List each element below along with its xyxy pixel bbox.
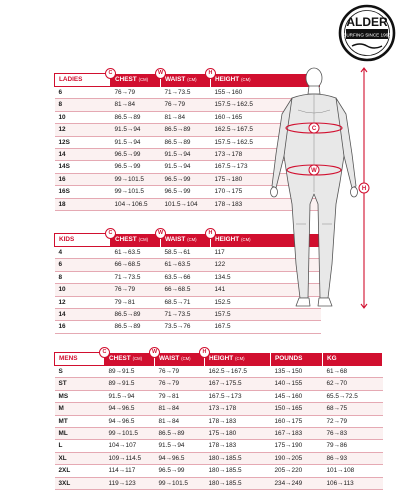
value-cell: 61→68 bbox=[323, 366, 383, 378]
waist-badge: W bbox=[155, 68, 166, 79]
value-cell: 91.5→94 bbox=[105, 390, 155, 402]
value-cell: 96.5→99 bbox=[111, 149, 161, 161]
table-row bbox=[55, 452, 383, 464]
waist-badge: W bbox=[155, 228, 166, 239]
value-cell: 122 bbox=[211, 259, 321, 271]
value-cell: 76→83 bbox=[323, 428, 383, 440]
logo-tagline-text: SURFING SINCE 1966 bbox=[343, 32, 391, 38]
value-cell: 81→84 bbox=[111, 99, 161, 111]
mens-size-table bbox=[54, 348, 383, 490]
value-cell: 76→79 bbox=[155, 366, 205, 378]
size-cell: 10 bbox=[55, 111, 111, 123]
value-cell: 81→84 bbox=[155, 415, 205, 427]
size-cell: 14 bbox=[55, 309, 111, 321]
value-cell: 79→81 bbox=[111, 296, 161, 308]
value-cell: 94→96.5 bbox=[105, 403, 155, 415]
header-label: WAIST bbox=[159, 355, 180, 362]
value-cell: 109→114.5 bbox=[105, 452, 155, 464]
size-cell: ST bbox=[55, 378, 105, 390]
value-cell: 175→180 bbox=[211, 173, 321, 185]
mens-chest-header bbox=[102, 348, 155, 366]
waist-badge: W bbox=[149, 347, 160, 358]
header-unit: (CM) bbox=[241, 237, 251, 242]
table-row bbox=[55, 428, 383, 440]
value-cell: 94→96.5 bbox=[105, 415, 155, 427]
size-cell: MS bbox=[55, 390, 105, 402]
brand-logo bbox=[338, 4, 396, 62]
value-cell: 89→91.5 bbox=[105, 366, 155, 378]
value-cell: 162.5→167.5 bbox=[211, 124, 321, 136]
value-cell: 68.5→71 bbox=[161, 296, 211, 308]
table-row bbox=[55, 321, 321, 333]
table-row bbox=[55, 477, 383, 489]
ladies-chest-header bbox=[108, 69, 161, 87]
table-row bbox=[55, 366, 383, 378]
value-cell: 157.5 bbox=[211, 309, 321, 321]
size-cell: 12 bbox=[55, 296, 111, 308]
header-unit: (CM) bbox=[138, 77, 148, 82]
size-cell: 10 bbox=[55, 284, 111, 296]
height-badge: H bbox=[205, 228, 216, 239]
value-cell: 86.5→89 bbox=[155, 428, 205, 440]
value-cell: 81→84 bbox=[161, 111, 211, 123]
value-cell: 96.5→99 bbox=[111, 161, 161, 173]
value-cell: 234→249 bbox=[271, 477, 323, 489]
header-label: WAIST bbox=[165, 76, 186, 83]
value-cell: 99→101.5 bbox=[111, 186, 161, 198]
size-cell: ML bbox=[55, 428, 105, 440]
value-cell: 71→73.5 bbox=[111, 271, 161, 283]
value-cell: 175→190 bbox=[271, 440, 323, 452]
chest-badge: C bbox=[105, 228, 116, 239]
value-cell: 140→155 bbox=[271, 378, 323, 390]
value-cell: 141 bbox=[211, 284, 321, 296]
value-cell: 91.5→94 bbox=[161, 161, 211, 173]
header-unit: (CM) bbox=[187, 237, 197, 242]
header-unit: (CM) bbox=[138, 237, 148, 242]
header-label: CHEST bbox=[109, 355, 131, 362]
value-cell: 79→86 bbox=[323, 440, 383, 452]
value-cell: 99→101.5 bbox=[111, 173, 161, 185]
waist-marker-label: W bbox=[311, 168, 317, 175]
value-cell: 173→178 bbox=[205, 403, 271, 415]
size-cell: 18 bbox=[55, 198, 111, 210]
body-measurement-figure bbox=[262, 64, 396, 312]
value-cell: 76→79 bbox=[161, 99, 211, 111]
value-cell: 58.5→61 bbox=[161, 247, 211, 259]
value-cell: 175→180 bbox=[205, 428, 271, 440]
kids-chest-header bbox=[108, 229, 161, 247]
header-label: HEIGHT bbox=[209, 355, 234, 362]
value-cell: 106→113 bbox=[323, 477, 383, 489]
value-cell: 89→91.5 bbox=[105, 378, 155, 390]
size-cell: 14 bbox=[55, 149, 111, 161]
header-unit: (CM) bbox=[132, 356, 142, 361]
kids-waist-header bbox=[157, 229, 211, 247]
value-cell: 71→73.5 bbox=[161, 87, 211, 99]
mens-title: MENS bbox=[55, 353, 105, 366]
size-cell: 2XL bbox=[55, 465, 105, 477]
mens-kg-header: KG bbox=[323, 353, 383, 366]
value-cell: 167.5 bbox=[211, 321, 321, 333]
value-cell: 96.5→99 bbox=[161, 173, 211, 185]
chest-badge: C bbox=[105, 68, 116, 79]
size-cell: 16 bbox=[55, 321, 111, 333]
value-cell: 180→185.5 bbox=[205, 452, 271, 464]
table-row bbox=[55, 465, 383, 477]
value-cell: 178→183 bbox=[205, 440, 271, 452]
size-cell: 14S bbox=[55, 161, 111, 173]
size-cell: M bbox=[55, 403, 105, 415]
header-unit: (CM) bbox=[181, 356, 191, 361]
header-unit: (CM) bbox=[235, 356, 245, 361]
value-cell: 86.5→89 bbox=[111, 321, 161, 333]
value-cell: 96.5→99 bbox=[161, 186, 211, 198]
size-cell: 6 bbox=[55, 259, 111, 271]
table-row bbox=[55, 390, 383, 402]
chest-marker-label: C bbox=[311, 126, 317, 133]
value-cell: 96.5→99 bbox=[155, 465, 205, 477]
header-label: HEIGHT bbox=[215, 76, 240, 83]
header-label: CHEST bbox=[115, 236, 137, 243]
value-cell: 101.5→104 bbox=[161, 198, 211, 210]
value-cell: 167→175.5 bbox=[205, 378, 271, 390]
value-cell: 152.5 bbox=[211, 296, 321, 308]
header-label: HEIGHT bbox=[215, 236, 240, 243]
value-cell: 71→73.5 bbox=[161, 309, 211, 321]
size-cell: 6 bbox=[55, 87, 111, 99]
size-cell: 8 bbox=[55, 271, 111, 283]
height-badge: H bbox=[199, 347, 210, 358]
value-cell: 170→175 bbox=[211, 186, 321, 198]
value-cell: 91.5→94 bbox=[155, 440, 205, 452]
table-row bbox=[55, 403, 383, 415]
kids-title: KIDS bbox=[55, 234, 111, 247]
value-cell: 76→79 bbox=[111, 284, 161, 296]
value-cell: 117 bbox=[211, 247, 321, 259]
value-cell: 91.5→94 bbox=[111, 136, 161, 148]
value-cell: 61→63.5 bbox=[111, 247, 161, 259]
value-cell: 66→68.5 bbox=[111, 259, 161, 271]
value-cell: 86→93 bbox=[323, 452, 383, 464]
value-cell: 167.5→173 bbox=[211, 161, 321, 173]
value-cell: 180→185.5 bbox=[205, 477, 271, 489]
value-cell: 86.5→89 bbox=[161, 124, 211, 136]
mens-rows bbox=[55, 366, 383, 490]
value-cell: 167.5→173 bbox=[205, 390, 271, 402]
value-cell: 145→160 bbox=[271, 390, 323, 402]
value-cell: 157.5→162.5 bbox=[211, 136, 321, 148]
mens-height-header bbox=[202, 348, 271, 366]
header-unit: (CM) bbox=[187, 77, 197, 82]
size-cell: S bbox=[55, 366, 105, 378]
value-cell: 76→79 bbox=[155, 378, 205, 390]
value-cell: 86.5→89 bbox=[111, 309, 161, 321]
table-row bbox=[55, 440, 383, 452]
value-cell: 162.5→167.5 bbox=[205, 366, 271, 378]
value-cell: 94→96.5 bbox=[155, 452, 205, 464]
value-cell: 114→117 bbox=[105, 465, 155, 477]
value-cell: 104→106.5 bbox=[111, 198, 161, 210]
value-cell: 68→75 bbox=[323, 403, 383, 415]
value-cell: 63.5→66 bbox=[161, 271, 211, 283]
size-cell: 8 bbox=[55, 99, 111, 111]
header-label: CHEST bbox=[115, 76, 137, 83]
value-cell: 104→107 bbox=[105, 440, 155, 452]
header-label: WAIST bbox=[165, 236, 186, 243]
logo-brand-text: ALDER bbox=[346, 15, 388, 29]
value-cell: 61→63.5 bbox=[161, 259, 211, 271]
mens-pounds-header: POUNDS bbox=[271, 353, 323, 366]
value-cell: 178→183 bbox=[211, 198, 321, 210]
value-cell: 76→79 bbox=[111, 87, 161, 99]
value-cell: 86.5→89 bbox=[161, 136, 211, 148]
value-cell: 91.5→94 bbox=[161, 149, 211, 161]
table-row bbox=[55, 415, 383, 427]
value-cell: 155→160 bbox=[211, 87, 321, 99]
size-cell: 12 bbox=[55, 124, 111, 136]
value-cell: 167→183 bbox=[271, 428, 323, 440]
value-cell: 79→81 bbox=[155, 390, 205, 402]
ladies-title: LADIES bbox=[55, 74, 111, 87]
size-cell: 4 bbox=[55, 247, 111, 259]
value-cell: 150→165 bbox=[271, 403, 323, 415]
mens-header-row bbox=[55, 353, 383, 366]
value-cell: 180→185.5 bbox=[205, 465, 271, 477]
ladies-waist-header bbox=[157, 69, 211, 87]
value-cell: 73.5→76 bbox=[161, 321, 211, 333]
size-cell: 12S bbox=[55, 136, 111, 148]
value-cell: 86.5→89 bbox=[111, 111, 161, 123]
chest-badge: C bbox=[99, 347, 110, 358]
value-cell: 119→123 bbox=[105, 477, 155, 489]
value-cell: 65.5→72.5 bbox=[323, 390, 383, 402]
value-cell: 81→84 bbox=[155, 403, 205, 415]
size-cell: 16 bbox=[55, 173, 111, 185]
header-unit: (CM) bbox=[241, 77, 251, 82]
value-cell: 91.5→94 bbox=[111, 124, 161, 136]
value-cell: 173→178 bbox=[211, 149, 321, 161]
value-cell: 205→220 bbox=[271, 465, 323, 477]
value-cell: 178→183 bbox=[205, 415, 271, 427]
height-badge: H bbox=[205, 68, 216, 79]
table-row bbox=[55, 378, 383, 390]
value-cell: 190→205 bbox=[271, 452, 323, 464]
size-cell: 3XL bbox=[55, 477, 105, 489]
value-cell: 66→68.5 bbox=[161, 284, 211, 296]
value-cell: 157.5→162.5 bbox=[211, 99, 321, 111]
value-cell: 134.5 bbox=[211, 271, 321, 283]
size-cell: XL bbox=[55, 452, 105, 464]
size-cell: 16S bbox=[55, 186, 111, 198]
value-cell: 135→150 bbox=[271, 366, 323, 378]
value-cell: 160→175 bbox=[271, 415, 323, 427]
mens-waist-header bbox=[151, 348, 205, 366]
size-cell: L bbox=[55, 440, 105, 452]
value-cell: 99→101.5 bbox=[155, 477, 205, 489]
value-cell: 62→70 bbox=[323, 378, 383, 390]
value-cell: 160→165 bbox=[211, 111, 321, 123]
size-cell: MT bbox=[55, 415, 105, 427]
value-cell: 99→101.5 bbox=[105, 428, 155, 440]
height-marker-label: H bbox=[361, 186, 367, 193]
value-cell: 101→108 bbox=[323, 465, 383, 477]
value-cell: 72→79 bbox=[323, 415, 383, 427]
